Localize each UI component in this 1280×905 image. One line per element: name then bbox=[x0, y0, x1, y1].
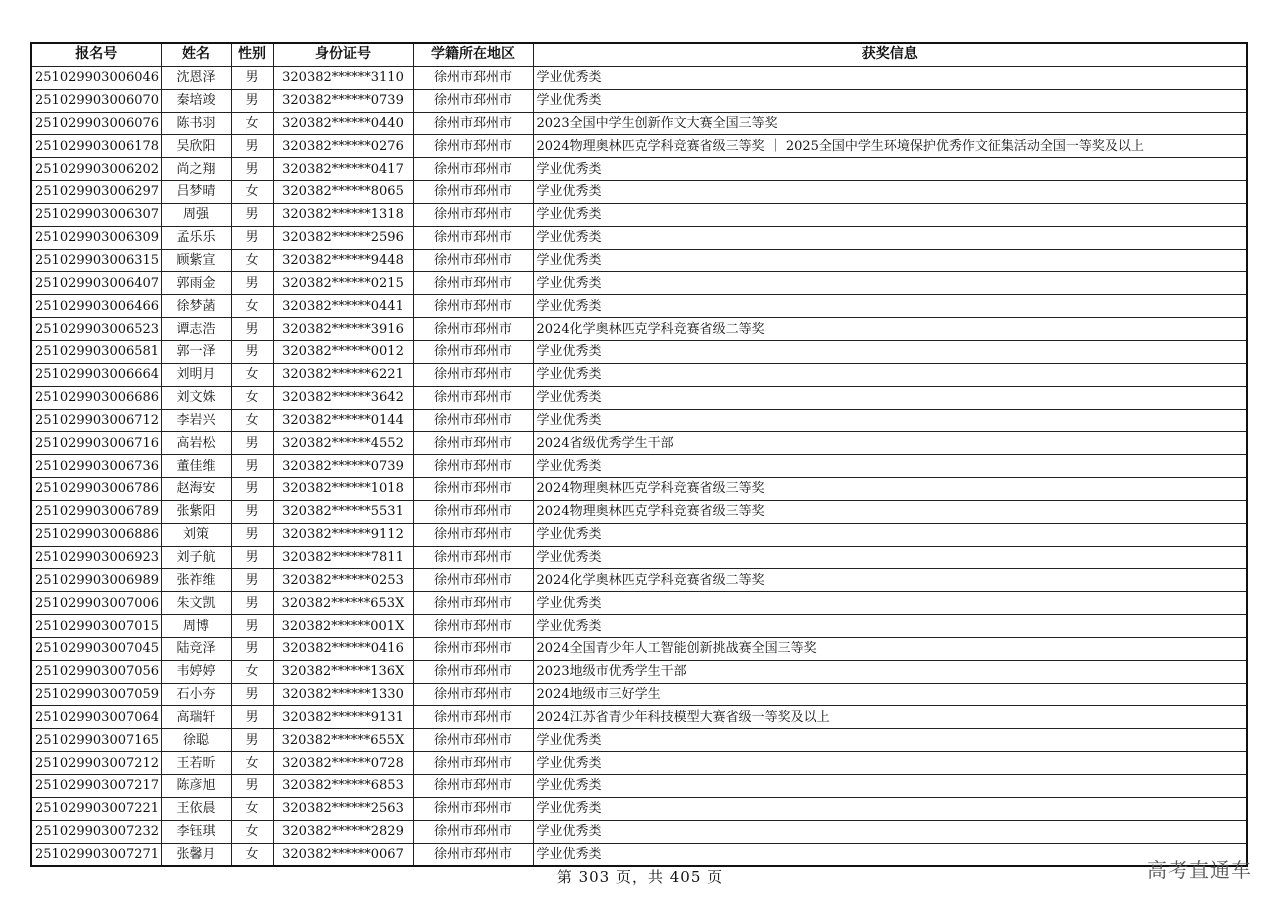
cell-gender: 女 bbox=[231, 752, 273, 775]
cell-gender: 女 bbox=[231, 112, 273, 135]
cell-gender: 男 bbox=[231, 158, 273, 181]
cell-name: 谭志浩 bbox=[161, 318, 231, 341]
cell-id-number: 320382******0067 bbox=[273, 843, 413, 866]
cell-region: 徐州市邳州市 bbox=[413, 386, 533, 409]
roster-table bbox=[30, 42, 1248, 867]
cell-award-info: 2024化学奥林匹克学科竞赛省级二等奖 bbox=[533, 318, 1247, 341]
cell-name: 徐聪 bbox=[161, 729, 231, 752]
header-gender: 性别 bbox=[231, 43, 273, 66]
cell-registration-no: 251029903006076 bbox=[31, 112, 161, 135]
cell-id-number: 320382******0012 bbox=[273, 340, 413, 363]
cell-name: 秦培竣 bbox=[161, 89, 231, 112]
cell-name: 刘文姝 bbox=[161, 386, 231, 409]
cell-name: 沈恩泽 bbox=[161, 66, 231, 89]
cell-id-number: 320382******0441 bbox=[273, 295, 413, 318]
cell-region: 徐州市邳州市 bbox=[413, 112, 533, 135]
cell-registration-no: 251029903007064 bbox=[31, 706, 161, 729]
cell-registration-no: 251029903006712 bbox=[31, 409, 161, 432]
header-region: 学籍所在地区 bbox=[413, 43, 533, 66]
cell-region: 徐州市邳州市 bbox=[413, 523, 533, 546]
cell-id-number: 320382******3110 bbox=[273, 66, 413, 89]
cell-id-number: 320382******6853 bbox=[273, 775, 413, 798]
cell-award-info: 2023地级市优秀学生干部 bbox=[533, 660, 1247, 683]
table-row bbox=[31, 432, 1247, 455]
cell-award-info: 学业优秀类 bbox=[533, 409, 1247, 432]
cell-award-info: 学业优秀类 bbox=[533, 797, 1247, 820]
cell-award-info: 2024全国青少年人工智能创新挑战赛全国三等奖 bbox=[533, 637, 1247, 660]
cell-id-number: 320382******9112 bbox=[273, 523, 413, 546]
cell-registration-no: 251029903006736 bbox=[31, 455, 161, 478]
cell-region: 徐州市邳州市 bbox=[413, 432, 533, 455]
cell-region: 徐州市邳州市 bbox=[413, 295, 533, 318]
cell-registration-no: 251029903006789 bbox=[31, 500, 161, 523]
cell-id-number: 320382******0739 bbox=[273, 455, 413, 478]
cell-id-number: 320382******0739 bbox=[273, 89, 413, 112]
cell-name: 高瑞轩 bbox=[161, 706, 231, 729]
table-row bbox=[31, 89, 1247, 112]
cell-region: 徐州市邳州市 bbox=[413, 340, 533, 363]
cell-gender: 女 bbox=[231, 843, 273, 866]
cell-award-info: 2024省级优秀学生干部 bbox=[533, 432, 1247, 455]
cell-id-number: 320382******3642 bbox=[273, 386, 413, 409]
cell-region: 徐州市邳州市 bbox=[413, 203, 533, 226]
cell-name: 陆竞泽 bbox=[161, 637, 231, 660]
cell-gender: 男 bbox=[231, 89, 273, 112]
cell-registration-no: 251029903006581 bbox=[31, 340, 161, 363]
cell-registration-no: 251029903007015 bbox=[31, 615, 161, 638]
cell-name: 高岩松 bbox=[161, 432, 231, 455]
cell-region: 徐州市邳州市 bbox=[413, 797, 533, 820]
cell-id-number: 320382******0276 bbox=[273, 135, 413, 158]
cell-registration-no: 251029903007217 bbox=[31, 775, 161, 798]
cell-region: 徐州市邳州市 bbox=[413, 478, 533, 501]
cell-gender: 男 bbox=[231, 478, 273, 501]
cell-award-info: 学业优秀类 bbox=[533, 249, 1247, 272]
cell-id-number: 320382******9131 bbox=[273, 706, 413, 729]
cell-gender: 男 bbox=[231, 203, 273, 226]
table-row bbox=[31, 295, 1247, 318]
cell-registration-no: 251029903007059 bbox=[31, 683, 161, 706]
cell-region: 徐州市邳州市 bbox=[413, 843, 533, 866]
cell-gender: 女 bbox=[231, 820, 273, 843]
cell-gender: 男 bbox=[231, 546, 273, 569]
table-row bbox=[31, 752, 1247, 775]
table-row bbox=[31, 729, 1247, 752]
cell-gender: 女 bbox=[231, 295, 273, 318]
page-number: 第 303 页，共 405 页 bbox=[556, 868, 724, 886]
cell-id-number: 320382******0253 bbox=[273, 569, 413, 592]
cell-id-number: 320382******8065 bbox=[273, 181, 413, 204]
cell-registration-no: 251029903006686 bbox=[31, 386, 161, 409]
cell-award-info: 2024地级市三好学生 bbox=[533, 683, 1247, 706]
cell-region: 徐州市邳州市 bbox=[413, 455, 533, 478]
cell-region: 徐州市邳州市 bbox=[413, 729, 533, 752]
cell-name: 董佳维 bbox=[161, 455, 231, 478]
cell-name: 石小夯 bbox=[161, 683, 231, 706]
cell-name: 李钰琪 bbox=[161, 820, 231, 843]
cell-registration-no: 251029903007165 bbox=[31, 729, 161, 752]
cell-region: 徐州市邳州市 bbox=[413, 706, 533, 729]
header-name: 姓名 bbox=[161, 43, 231, 66]
cell-region: 徐州市邳州市 bbox=[413, 820, 533, 843]
cell-name: 孟乐乐 bbox=[161, 226, 231, 249]
cell-name: 王依晨 bbox=[161, 797, 231, 820]
cell-gender: 男 bbox=[231, 340, 273, 363]
table-row bbox=[31, 409, 1247, 432]
table-row bbox=[31, 500, 1247, 523]
cell-name: 吴欣阳 bbox=[161, 135, 231, 158]
cell-name: 刘子航 bbox=[161, 546, 231, 569]
cell-gender: 女 bbox=[231, 660, 273, 683]
cell-award-info: 2024物理奥林匹克学科竞赛省级三等奖 bbox=[533, 500, 1247, 523]
cell-award-info: 学业优秀类 bbox=[533, 66, 1247, 89]
watermark: 高考直通车 bbox=[1147, 858, 1252, 882]
cell-name: 张紫阳 bbox=[161, 500, 231, 523]
cell-id-number: 320382******0728 bbox=[273, 752, 413, 775]
cell-region: 徐州市邳州市 bbox=[413, 775, 533, 798]
cell-gender: 女 bbox=[231, 249, 273, 272]
cell-name: 王若昕 bbox=[161, 752, 231, 775]
cell-registration-no: 251029903006407 bbox=[31, 272, 161, 295]
cell-id-number: 320382******0215 bbox=[273, 272, 413, 295]
table-row bbox=[31, 706, 1247, 729]
cell-name: 朱文凯 bbox=[161, 592, 231, 615]
cell-award-info: 学业优秀类 bbox=[533, 158, 1247, 181]
cell-gender: 女 bbox=[231, 386, 273, 409]
cell-award-info: 2024化学奥林匹克学科竞赛省级二等奖 bbox=[533, 569, 1247, 592]
cell-registration-no: 251029903006923 bbox=[31, 546, 161, 569]
cell-id-number: 320382******1318 bbox=[273, 203, 413, 226]
cell-gender: 男 bbox=[231, 683, 273, 706]
cell-region: 徐州市邳州市 bbox=[413, 592, 533, 615]
cell-award-info: 学业优秀类 bbox=[533, 775, 1247, 798]
table-row bbox=[31, 226, 1247, 249]
cell-gender: 男 bbox=[231, 272, 273, 295]
cell-award-info: 学业优秀类 bbox=[533, 820, 1247, 843]
cell-name: 郭雨金 bbox=[161, 272, 231, 295]
cell-award-info: 2024物理奥林匹克学科竞赛省级三等奖 ｜ 2025全国中学生环境保护优秀作文征集活动全国一等奖及以上 bbox=[533, 135, 1247, 158]
roster-sheet bbox=[30, 42, 1246, 867]
cell-id-number: 320382******653X bbox=[273, 592, 413, 615]
cell-registration-no: 251029903007232 bbox=[31, 820, 161, 843]
cell-id-number: 320382******1330 bbox=[273, 683, 413, 706]
cell-gender: 男 bbox=[231, 523, 273, 546]
cell-registration-no: 251029903006046 bbox=[31, 66, 161, 89]
cell-award-info: 学业优秀类 bbox=[533, 203, 1247, 226]
cell-award-info: 2024江苏省青少年科技模型大赛省级一等奖及以上 bbox=[533, 706, 1247, 729]
cell-award-info: 2024物理奥林匹克学科竞赛省级三等奖 bbox=[533, 478, 1247, 501]
cell-name: 周强 bbox=[161, 203, 231, 226]
table-row bbox=[31, 569, 1247, 592]
cell-region: 徐州市邳州市 bbox=[413, 363, 533, 386]
cell-id-number: 320382******655X bbox=[273, 729, 413, 752]
cell-name: 刘策 bbox=[161, 523, 231, 546]
cell-registration-no: 251029903006989 bbox=[31, 569, 161, 592]
cell-id-number: 320382******0144 bbox=[273, 409, 413, 432]
cell-registration-no: 251029903007221 bbox=[31, 797, 161, 820]
cell-gender: 男 bbox=[231, 637, 273, 660]
cell-registration-no: 251029903006178 bbox=[31, 135, 161, 158]
cell-registration-no: 251029903006886 bbox=[31, 523, 161, 546]
cell-registration-no: 251029903006297 bbox=[31, 181, 161, 204]
cell-name: 张馨月 bbox=[161, 843, 231, 866]
cell-award-info: 学业优秀类 bbox=[533, 843, 1247, 866]
cell-gender: 男 bbox=[231, 775, 273, 798]
table-row bbox=[31, 363, 1247, 386]
table-row bbox=[31, 683, 1247, 706]
table-row bbox=[31, 249, 1247, 272]
cell-id-number: 320382******2829 bbox=[273, 820, 413, 843]
cell-region: 徐州市邳州市 bbox=[413, 615, 533, 638]
cell-award-info: 学业优秀类 bbox=[533, 363, 1247, 386]
cell-gender: 男 bbox=[231, 432, 273, 455]
cell-id-number: 320382******0416 bbox=[273, 637, 413, 660]
cell-region: 徐州市邳州市 bbox=[413, 66, 533, 89]
cell-name: 顾紫宣 bbox=[161, 249, 231, 272]
cell-id-number: 320382******0417 bbox=[273, 158, 413, 181]
cell-registration-no: 251029903006786 bbox=[31, 478, 161, 501]
cell-name: 徐梦菡 bbox=[161, 295, 231, 318]
cell-registration-no: 251029903006523 bbox=[31, 318, 161, 341]
cell-region: 徐州市邳州市 bbox=[413, 318, 533, 341]
cell-gender: 男 bbox=[231, 615, 273, 638]
cell-registration-no: 251029903006307 bbox=[31, 203, 161, 226]
header-registration-no: 报名号 bbox=[31, 43, 161, 66]
cell-region: 徐州市邳州市 bbox=[413, 135, 533, 158]
cell-region: 徐州市邳州市 bbox=[413, 226, 533, 249]
cell-region: 徐州市邳州市 bbox=[413, 569, 533, 592]
cell-region: 徐州市邳州市 bbox=[413, 660, 533, 683]
table-row bbox=[31, 181, 1247, 204]
cell-id-number: 320382******3916 bbox=[273, 318, 413, 341]
cell-region: 徐州市邳州市 bbox=[413, 272, 533, 295]
cell-award-info: 学业优秀类 bbox=[533, 295, 1247, 318]
table-row bbox=[31, 66, 1247, 89]
cell-award-info: 学业优秀类 bbox=[533, 455, 1247, 478]
cell-id-number: 320382******6221 bbox=[273, 363, 413, 386]
table-row bbox=[31, 775, 1247, 798]
cell-award-info: 学业优秀类 bbox=[533, 340, 1247, 363]
cell-name: 李岩兴 bbox=[161, 409, 231, 432]
cell-name: 陈彦旭 bbox=[161, 775, 231, 798]
cell-registration-no: 251029903006309 bbox=[31, 226, 161, 249]
cell-registration-no: 251029903007271 bbox=[31, 843, 161, 866]
cell-registration-no: 251029903007006 bbox=[31, 592, 161, 615]
table-row bbox=[31, 797, 1247, 820]
cell-id-number: 320382******0440 bbox=[273, 112, 413, 135]
cell-gender: 女 bbox=[231, 181, 273, 204]
cell-registration-no: 251029903007056 bbox=[31, 660, 161, 683]
cell-id-number: 320382******5531 bbox=[273, 500, 413, 523]
cell-registration-no: 251029903007045 bbox=[31, 637, 161, 660]
cell-region: 徐州市邳州市 bbox=[413, 637, 533, 660]
table-row bbox=[31, 203, 1247, 226]
cell-region: 徐州市邳州市 bbox=[413, 500, 533, 523]
cell-gender: 男 bbox=[231, 569, 273, 592]
cell-id-number: 320382******7811 bbox=[273, 546, 413, 569]
table-row bbox=[31, 615, 1247, 638]
cell-gender: 男 bbox=[231, 226, 273, 249]
cell-gender: 男 bbox=[231, 729, 273, 752]
cell-award-info: 学业优秀类 bbox=[533, 181, 1247, 204]
cell-gender: 男 bbox=[231, 66, 273, 89]
table-row bbox=[31, 637, 1247, 660]
table-body bbox=[31, 66, 1247, 866]
cell-id-number: 320382******9448 bbox=[273, 249, 413, 272]
cell-gender: 男 bbox=[231, 592, 273, 615]
table-row bbox=[31, 843, 1247, 866]
cell-registration-no: 251029903006315 bbox=[31, 249, 161, 272]
cell-gender: 女 bbox=[231, 797, 273, 820]
cell-region: 徐州市邳州市 bbox=[413, 249, 533, 272]
table-row bbox=[31, 318, 1247, 341]
cell-award-info: 学业优秀类 bbox=[533, 592, 1247, 615]
cell-award-info: 学业优秀类 bbox=[533, 272, 1247, 295]
table-row bbox=[31, 523, 1247, 546]
table-row bbox=[31, 135, 1247, 158]
table-row bbox=[31, 455, 1247, 478]
table-row bbox=[31, 820, 1247, 843]
cell-region: 徐州市邳州市 bbox=[413, 683, 533, 706]
cell-region: 徐州市邳州市 bbox=[413, 181, 533, 204]
table-row bbox=[31, 158, 1247, 181]
cell-gender: 女 bbox=[231, 363, 273, 386]
cell-award-info: 学业优秀类 bbox=[533, 729, 1247, 752]
cell-id-number: 320382******1018 bbox=[273, 478, 413, 501]
cell-name: 陈书羽 bbox=[161, 112, 231, 135]
cell-award-info: 学业优秀类 bbox=[533, 752, 1247, 775]
header-row bbox=[31, 43, 1247, 66]
cell-region: 徐州市邳州市 bbox=[413, 158, 533, 181]
cell-registration-no: 251029903006716 bbox=[31, 432, 161, 455]
cell-region: 徐州市邳州市 bbox=[413, 89, 533, 112]
cell-id-number: 320382******2563 bbox=[273, 797, 413, 820]
cell-award-info: 学业优秀类 bbox=[533, 89, 1247, 112]
cell-id-number: 320382******001X bbox=[273, 615, 413, 638]
cell-gender: 男 bbox=[231, 318, 273, 341]
cell-gender: 男 bbox=[231, 135, 273, 158]
cell-name: 赵海安 bbox=[161, 478, 231, 501]
cell-region: 徐州市邳州市 bbox=[413, 752, 533, 775]
cell-name: 郭一泽 bbox=[161, 340, 231, 363]
cell-name: 刘明月 bbox=[161, 363, 231, 386]
table-row bbox=[31, 546, 1247, 569]
cell-id-number: 320382******136X bbox=[273, 660, 413, 683]
cell-gender: 男 bbox=[231, 500, 273, 523]
table-row bbox=[31, 660, 1247, 683]
cell-name: 张祚维 bbox=[161, 569, 231, 592]
table-row bbox=[31, 340, 1247, 363]
cell-name: 尚之翔 bbox=[161, 158, 231, 181]
cell-region: 徐州市邳州市 bbox=[413, 546, 533, 569]
cell-award-info: 学业优秀类 bbox=[533, 386, 1247, 409]
cell-gender: 女 bbox=[231, 409, 273, 432]
cell-registration-no: 251029903006202 bbox=[31, 158, 161, 181]
table-row bbox=[31, 272, 1247, 295]
cell-region: 徐州市邳州市 bbox=[413, 409, 533, 432]
header-award-info: 获奖信息 bbox=[533, 43, 1247, 66]
cell-award-info: 学业优秀类 bbox=[533, 546, 1247, 569]
cell-name: 周博 bbox=[161, 615, 231, 638]
table-row bbox=[31, 112, 1247, 135]
table-row bbox=[31, 478, 1247, 501]
cell-gender: 男 bbox=[231, 455, 273, 478]
table-row bbox=[31, 386, 1247, 409]
cell-award-info: 学业优秀类 bbox=[533, 615, 1247, 638]
cell-registration-no: 251029903006466 bbox=[31, 295, 161, 318]
cell-award-info: 学业优秀类 bbox=[533, 226, 1247, 249]
cell-award-info: 学业优秀类 bbox=[533, 523, 1247, 546]
table-row bbox=[31, 592, 1247, 615]
cell-award-info: 2023全国中学生创新作文大赛全国三等奖 bbox=[533, 112, 1247, 135]
cell-id-number: 320382******4552 bbox=[273, 432, 413, 455]
cell-name: 韦婷婷 bbox=[161, 660, 231, 683]
header-id-number: 身份证号 bbox=[273, 43, 413, 66]
cell-name: 吕梦晴 bbox=[161, 181, 231, 204]
cell-registration-no: 251029903007212 bbox=[31, 752, 161, 775]
cell-registration-no: 251029903006070 bbox=[31, 89, 161, 112]
cell-id-number: 320382******2596 bbox=[273, 226, 413, 249]
cell-gender: 男 bbox=[231, 706, 273, 729]
cell-registration-no: 251029903006664 bbox=[31, 363, 161, 386]
